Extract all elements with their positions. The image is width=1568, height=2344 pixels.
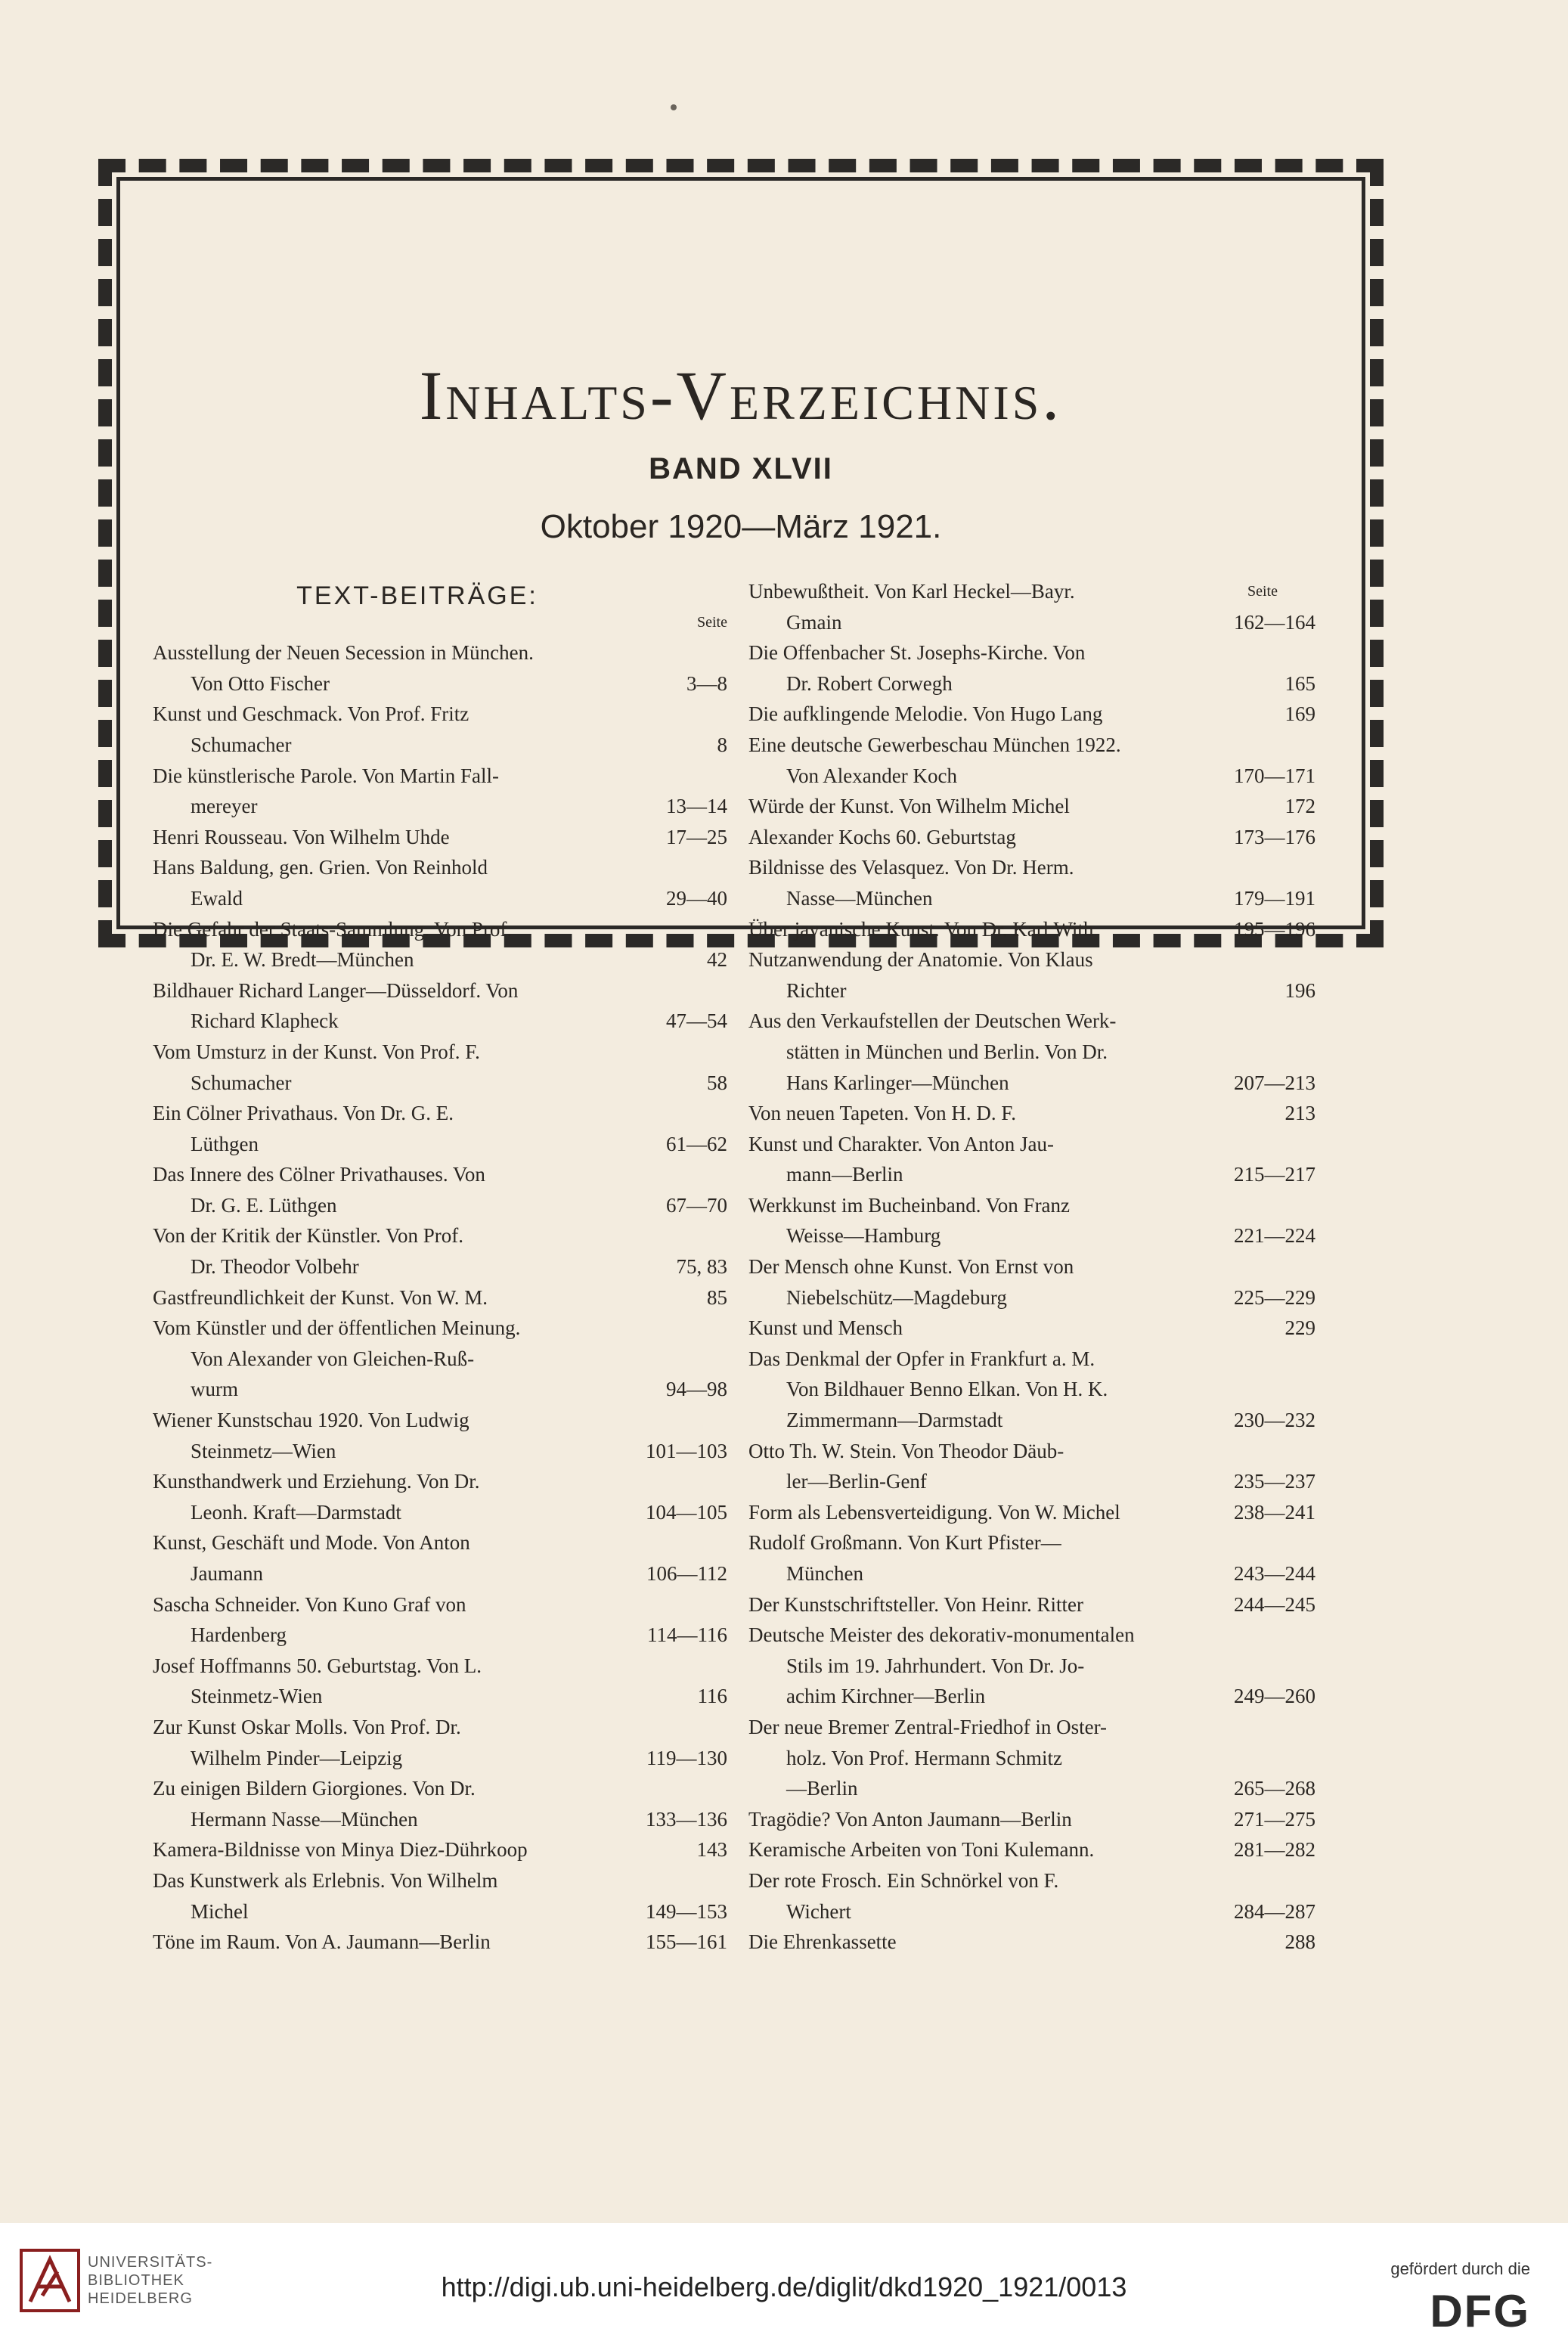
toc-entry-text: Michel <box>191 1899 249 1923</box>
toc-entry-text: Kunst und Mensch <box>748 1316 903 1340</box>
toc-entry-text: Hans Karlinger—München <box>786 1071 1009 1094</box>
toc-entry-text: Ausstellung der Neuen Secession in München. <box>153 641 534 665</box>
toc-entry-text: Der Mensch ohne Kunst. Von Ernst von <box>748 1255 1074 1279</box>
toc-page-number: 238—241 <box>1234 1500 1315 1524</box>
toc-entry <box>748 1712 1315 1804</box>
toc-entry-text: Richter <box>786 978 847 1002</box>
toc-entry-text: Von Alexander von Gleichen-Ruß- <box>191 1347 475 1370</box>
toc-entry-text: Hermann Nasse—München <box>191 1807 418 1831</box>
toc-page-number: 195—196 <box>1234 917 1315 941</box>
toc-entry <box>748 822 1315 853</box>
toc-entry-text: Der rote Frosch. Ein Schnörkel von F. <box>748 1868 1059 1892</box>
footer-bar <box>0 2223 1568 2344</box>
toc-entry-text: Zu einigen Bildern Giorgiones. Von Dr. <box>153 1777 476 1800</box>
toc-entry-text: Das Innere des Cölner Privathauses. Von <box>153 1163 485 1186</box>
toc-page-number: 101—103 <box>646 1439 727 1462</box>
toc-entry-text: ler—Berlin-Genf <box>786 1470 927 1493</box>
toc-page-number: 170—171 <box>1234 764 1315 787</box>
toc-entry <box>153 975 727 1037</box>
toc-entry-text: Rudolf Großmann. Von Kurt Pfister— <box>748 1531 1061 1555</box>
toc-entry-text: mereyer <box>191 795 258 818</box>
toc-entry-text: Von der Kritik der Künstler. Von Prof. <box>153 1224 463 1248</box>
toc-page-number: 8 <box>717 733 727 756</box>
toc-entry-text: Weisse—Hamburg <box>786 1224 941 1248</box>
toc-page-number: 221—224 <box>1234 1224 1315 1248</box>
toc-page-number: 149—153 <box>646 1899 727 1923</box>
toc-entry-text: Wichert <box>786 1899 851 1923</box>
toc-entry-text: Kunst, Geschäft und Mode. Von Anton <box>153 1531 470 1555</box>
toc-entry-text: Die Ehrenkassette <box>748 1930 897 1954</box>
toc-page-number: 155—161 <box>646 1930 727 1954</box>
toc-page-number: 207—213 <box>1234 1071 1315 1094</box>
toc-entry-text: Lüthgen <box>191 1132 259 1155</box>
toc-entry <box>748 699 1315 730</box>
toc-entry <box>748 1006 1315 1098</box>
toc-entry <box>153 1589 727 1651</box>
toc-entry-text: Eine deutsche Gewerbeschau München 1922. <box>748 733 1121 756</box>
toc-page-number: 42 <box>707 948 727 972</box>
toc-entry-text: Dr. Theodor Volbehr <box>191 1255 359 1279</box>
toc-page-number: 13—14 <box>666 795 727 818</box>
toc-entry-text: Zur Kunst Oskar Molls. Von Prof. Dr. <box>153 1715 461 1738</box>
toc-entry <box>748 1190 1315 1251</box>
ink-dot <box>671 104 677 110</box>
toc-entry-text: Josef Hoffmanns 50. Geburtstag. Von L. <box>153 1654 482 1677</box>
toc-page-number: 265—268 <box>1234 1777 1315 1800</box>
toc-entry <box>748 637 1315 699</box>
toc-entry-text: Bildnisse des Velasquez. Von Dr. Herm. <box>748 856 1074 879</box>
toc-entry <box>153 1865 727 1927</box>
toc-entry-text: Der Kunstschriftsteller. Von Heinr. Ritter <box>748 1592 1083 1616</box>
toc-page-number: 75, 83 <box>676 1255 727 1279</box>
toc-entry-text: Leonh. Kraft—Darmstadt <box>191 1500 401 1524</box>
toc-entry <box>153 852 727 913</box>
toc-page-number: 173—176 <box>1234 825 1315 848</box>
toc-entry <box>153 1220 727 1282</box>
toc-entry-text: Keramische Arbeiten von Toni Kulemann. <box>748 1838 1095 1862</box>
toc-entry-text: Dr. E. W. Bredt—München <box>191 948 414 972</box>
toc-entry-text: Kamera-Bildnisse von Minya Diez-Dührkoop <box>153 1838 528 1862</box>
toc-entry-text: Bildhauer Richard Langer—Düsseldorf. Von <box>153 978 519 1002</box>
toc-right-column <box>748 576 1315 1958</box>
toc-page-number: 165 <box>1284 671 1315 695</box>
toc-entry <box>748 576 1315 637</box>
toc-entry-text: Töne im Raum. Von A. Jaumann—Berlin <box>153 1930 491 1954</box>
toc-entry-text: Richard Klapheck <box>191 1009 339 1033</box>
toc-entry-text: Dr. G. E. Lüthgen <box>191 1193 337 1217</box>
toc-page-number: 249—260 <box>1234 1685 1315 1708</box>
toc-entry-text: Schumacher <box>191 733 292 756</box>
toc-page-number: 243—244 <box>1234 1562 1315 1585</box>
toc-entry <box>153 1313 727 1405</box>
toc-entry-text: Wiener Kunstschau 1920. Von Ludwig <box>153 1409 469 1432</box>
toc-page-number: 244—245 <box>1234 1592 1315 1616</box>
toc-entry <box>748 1527 1315 1589</box>
toc-entry-text: Von Otto Fischer <box>191 671 330 695</box>
volume-label: BAND XLVII <box>649 452 833 485</box>
section-heading: TEXT-BEITRÄGE: <box>296 581 538 610</box>
toc-entry <box>748 1436 1315 1497</box>
toc-entry-text: München <box>786 1562 863 1585</box>
toc-entry-text: mann—Berlin <box>786 1163 903 1186</box>
toc-entry-text: Stils im 19. Jahrhundert. Von Dr. Jo- <box>786 1654 1085 1677</box>
toc-entry-text: Kunst und Charakter. Von Anton Jau- <box>748 1132 1054 1155</box>
seite-label: Seite <box>1247 583 1278 600</box>
toc-entry-text: Ewald <box>191 886 243 910</box>
toc-entry <box>748 1865 1315 1927</box>
toc-entry-text: Von Alexander Koch <box>786 764 957 787</box>
toc-page-number: 213 <box>1284 1102 1315 1125</box>
toc-page-number: 235—237 <box>1234 1470 1315 1493</box>
toc-page-number: 104—105 <box>646 1500 727 1524</box>
toc-page-number: 288 <box>1284 1930 1315 1954</box>
toc-page-number: 119—130 <box>646 1746 727 1769</box>
toc-entry <box>153 761 727 822</box>
toc-entry-text: Hardenberg <box>191 1623 287 1647</box>
toc-page-number: 172 <box>1284 795 1315 818</box>
toc-entry-text: Kunst und Geschmack. Von Prof. Fritz <box>153 702 469 726</box>
toc-left-column <box>153 576 727 1958</box>
toc-entry-text: Gastfreundlichkeit der Kunst. Von W. M. <box>153 1285 488 1309</box>
toc-entry <box>748 1129 1315 1190</box>
toc-entry-text: Wilhelm Pinder—Leipzig <box>191 1746 403 1769</box>
date-range: Oktober 1920—März 1921. <box>540 508 942 545</box>
dfg-logo: DFG <box>1430 2286 1530 2336</box>
toc-entry-text: Alexander Kochs 60. Geburtstag <box>748 825 1016 848</box>
toc-page-number: 29—40 <box>666 886 727 910</box>
toc-entry <box>748 1804 1315 1835</box>
toc-entry-text: Henri Rousseau. Von Wilhelm Uhde <box>153 825 450 848</box>
toc-entry-text: —Berlin <box>786 1777 858 1800</box>
toc-page-number: 114—116 <box>647 1623 727 1647</box>
toc-entry <box>153 1651 727 1712</box>
toc-entry <box>153 1527 727 1589</box>
toc-entry <box>748 1589 1315 1620</box>
toc-page-number: 281—282 <box>1234 1838 1315 1862</box>
toc-entry <box>748 1927 1315 1958</box>
toc-entry <box>748 1497 1315 1528</box>
toc-page-number: 225—229 <box>1234 1285 1315 1309</box>
toc-page-number: 133—136 <box>646 1807 727 1831</box>
page-title: Inhalts-Verzeichnis. <box>419 357 1063 434</box>
toc-entry-text: Von neuen Tapeten. Von H. D. F. <box>748 1102 1016 1125</box>
toc-entry-text: Werkkunst im Bucheinband. Von Franz <box>748 1193 1071 1217</box>
toc-page-number: 143 <box>696 1838 727 1862</box>
toc-page-number: 94—98 <box>666 1378 727 1401</box>
library-name-line: HEIDELBERG <box>88 2290 193 2307</box>
toc-entry-text: Jaumann <box>191 1562 263 1585</box>
toc-entry <box>153 1037 727 1098</box>
toc-entry <box>153 1159 727 1220</box>
toc-entry-text: Otto Th. W. Stein. Von Theodor Däub- <box>748 1439 1064 1462</box>
funding-note: gefördert durch die <box>1390 2259 1530 2278</box>
toc-page-number: 179—191 <box>1234 886 1315 910</box>
toc-entry-text: Steinmetz-Wien <box>191 1685 323 1708</box>
toc-entry-text: Nutzanwendung der Anatomie. Von Klaus <box>748 948 1093 972</box>
toc-entry-text: Vom Künstler und der öffentlichen Meinung. <box>153 1316 521 1340</box>
toc-entry-text: Die Offenbacher St. Josephs-Kirche. Von <box>748 641 1086 665</box>
toc-page-number: 61—62 <box>666 1132 727 1155</box>
toc-entry <box>153 1773 727 1834</box>
toc-entry-text: Schumacher <box>191 1071 292 1094</box>
toc-page-number: 47—54 <box>666 1009 727 1033</box>
toc-entry <box>153 637 727 699</box>
toc-entry <box>748 1620 1315 1712</box>
toc-entry-text: Das Denkmal der Opfer in Frankfurt a. M. <box>748 1347 1095 1370</box>
toc-entry-text: Form als Lebensverteidigung. Von W. Michel <box>748 1500 1120 1524</box>
toc-entry-text: Tragödie? Von Anton Jaumann—Berlin <box>748 1807 1072 1831</box>
toc-page-number: 17—25 <box>666 825 727 848</box>
toc-entry <box>748 730 1315 791</box>
seite-label: Seite <box>697 613 727 631</box>
toc-page-number: 271—275 <box>1234 1807 1315 1831</box>
toc-entry-text: Vom Umsturz in der Kunst. Von Prof. F. <box>153 1040 480 1063</box>
toc-entry-text: Unbewußtheit. Von Karl Heckel—Bayr. <box>748 580 1075 603</box>
toc-entry-text: Ein Cölner Privathaus. Von Dr. G. E. <box>153 1102 454 1125</box>
toc-entry-text: Würde der Kunst. Von Wilhelm Michel <box>748 795 1070 818</box>
toc-page-number: 85 <box>707 1285 727 1309</box>
toc-entry <box>748 1834 1315 1865</box>
toc-entry <box>748 852 1315 913</box>
toc-entry <box>153 914 727 975</box>
toc-entry <box>748 1313 1315 1344</box>
toc-entry-text: Aus den Verkaufstellen der Deutschen Werk- <box>748 1009 1117 1033</box>
toc-page-number: 215—217 <box>1234 1163 1315 1186</box>
toc-entry-text: Der neue Bremer Zentral-Friedhof in Oster- <box>748 1715 1108 1738</box>
toc-page-number: 169 <box>1284 702 1315 726</box>
toc-entry <box>153 1712 727 1773</box>
toc-entry-text: Steinmetz—Wien <box>191 1439 336 1462</box>
toc-entry <box>153 1927 727 1958</box>
toc-entry-text: Hans Baldung, gen. Grien. Von Reinhold <box>153 856 488 879</box>
toc-entry-text: Deutsche Meister des dekorativ-monumentalen <box>748 1623 1135 1647</box>
toc-page-number: 230—232 <box>1234 1409 1315 1432</box>
toc-page-number: 196 <box>1284 978 1315 1002</box>
toc-entry-text: Kunsthandwerk und Erziehung. Von Dr. <box>153 1470 480 1493</box>
toc-entry-text: Gmain <box>786 610 842 634</box>
toc-entry <box>748 1344 1315 1436</box>
library-name-line: BIBLIOTHEK <box>88 2272 184 2289</box>
toc-entry <box>153 1098 727 1159</box>
toc-page-number: 116 <box>697 1685 727 1708</box>
toc-entry-text: Über javanische Kunst. Von Dr. Karl With <box>748 917 1094 941</box>
toc-page-number: 67—70 <box>666 1193 727 1217</box>
toc-entry-text: Von Bildhauer Benno Elkan. Von H. K. <box>786 1378 1108 1401</box>
toc-entry-text: achim Kirchner—Berlin <box>786 1685 986 1708</box>
toc-page-number: 162—164 <box>1234 610 1315 634</box>
toc-entry <box>748 791 1315 822</box>
toc-page-number: 229 <box>1284 1316 1315 1340</box>
toc-page-number: 106—112 <box>646 1562 727 1585</box>
toc-entry <box>153 1282 727 1313</box>
toc-entry-text: stätten in München und Berlin. Von Dr. <box>786 1040 1108 1063</box>
toc-entry-text: Das Kunstwerk als Erlebnis. Von Wilhelm <box>153 1868 498 1892</box>
toc-entry-text: Die künstlerische Parole. Von Martin Fall- <box>153 764 499 787</box>
toc-entry-text: Nasse—München <box>786 886 933 910</box>
library-name-line: UNIVERSITÄTS- <box>88 2254 213 2271</box>
toc-entry-text: Niebelschütz—Magdeburg <box>786 1285 1007 1309</box>
toc-entry <box>153 1834 727 1865</box>
toc-entry <box>748 944 1315 1006</box>
toc-page-number: 284—287 <box>1234 1899 1315 1923</box>
toc-entry <box>748 914 1315 945</box>
toc-page-number: 3—8 <box>686 671 727 695</box>
toc-entry-text: wurm <box>191 1378 238 1401</box>
toc-entry <box>153 822 727 853</box>
toc-entry <box>153 1405 727 1466</box>
toc-entry-text: Dr. Robert Corwegh <box>786 671 953 695</box>
toc-entry <box>748 1251 1315 1313</box>
toc-entry-text: holz. Von Prof. Hermann Schmitz <box>786 1746 1062 1769</box>
toc-entry <box>153 1466 727 1527</box>
toc-entry-text: Die aufklingende Melodie. Von Hugo Lang <box>748 702 1103 726</box>
toc-entry-text: Die Gefahr der Staats-Sammlung. Von Prof. <box>153 917 513 941</box>
toc-entry-text: Sascha Schneider. Von Kuno Graf von <box>153 1592 466 1616</box>
toc-entry-text: Zimmermann—Darmstadt <box>786 1409 1003 1432</box>
toc-entry <box>748 1098 1315 1129</box>
source-url-link[interactable]: http://digi.ub.uni-heidelberg.de/diglit/dkd1920_1921/0013 <box>441 2271 1127 2302</box>
toc-entry <box>153 699 727 760</box>
toc-page-number: 58 <box>707 1071 727 1094</box>
